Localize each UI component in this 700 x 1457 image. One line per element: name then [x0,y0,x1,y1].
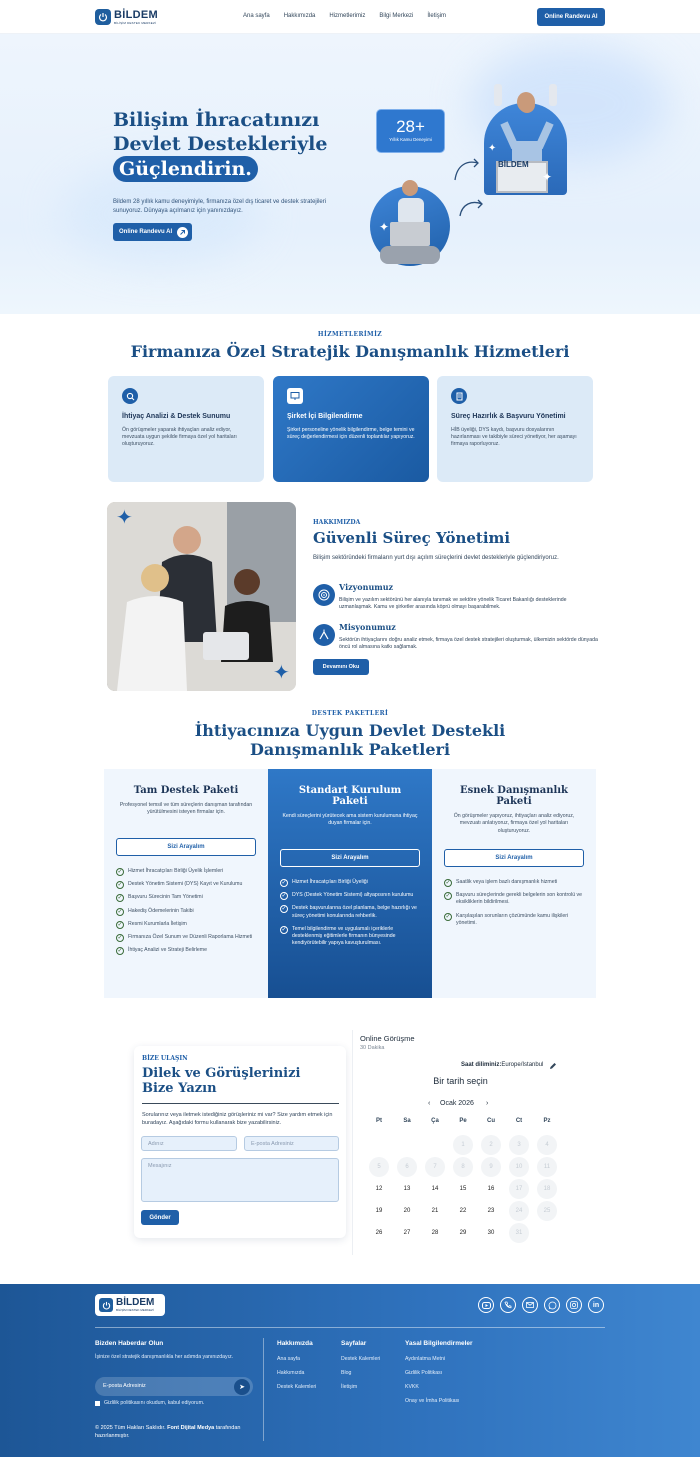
service-card-text: Ön görüşmeler yaparak ihtiyaçları analiz ediyor, mevzuata uygun şekilde firmaya özel yol haritaları oluşturuyoruz. [122,427,237,448]
feature-item: ✓ Destek Yönetim Sistemi (DYS) Kayıt ve Kurulumu [117,881,243,889]
experience-badge [376,109,445,153]
check-icon: ✓ [117,895,123,902]
weekday-label: Pz [543,1118,551,1124]
presentation-icon [287,388,303,404]
calendar-day[interactable]: 12 [375,1186,383,1192]
celebrating-man-head [517,92,535,112]
services-eyebrow: HİZMETLERİMİZ [317,331,383,338]
experience-label: Yıllık Kamu Deneyimi [389,137,432,142]
footer-col-legal: Yasal Bilgilendirmeler Aydınlatma Metni Gizlilik Politikası KVKK Onay ve İmha Politikası [405,1340,473,1404]
calendar-day: 24 [509,1201,529,1221]
weekday-label: Sa [403,1118,411,1124]
service-card-title: İhtiyaç Analizi & Destek Sunumu [122,413,231,420]
youtube-icon[interactable] [478,1297,494,1313]
calendar-day[interactable]: 19 [375,1208,383,1214]
vision-text: Bilişim ve yazılım sektörünü her alanıyla tanımak ve sektöre yönelik Ticaret Bakanlığı desteklerinde uzmanlaşmak. Kamu ve şirketler arasında köprü olmayı başarabilmek. [339,597,567,611]
footer-col-pages: Sayfalar Destek Kalemleri Blog İletişim [341,1340,381,1390]
check-icon: ✓ [117,908,123,915]
package-desc: Ön görüşmeler yapıyoruz, ihtiyaçları analiz ediyoruz, mevzuatı anlatıyoruz, firmaya özel yol haritaları oluşturuyoruz. [453,813,575,834]
experience-value: 28+ [396,117,425,136]
feature-item: ✓ Temel bilgilendirme ve uygulamalı içeriklerle desteklenmiş eğitimlerle firmanın bünyesinde kendiyörütebilir yapıya kavuşturulması. [281,925,396,947]
feature-item: ✓ Hakediş Ödemelerinin Takibi [117,907,194,915]
hero-section [0,34,700,314]
sparkle-icon: ✦ [542,170,553,184]
message-textarea[interactable]: Mesajınız [141,1158,339,1202]
booking-calendar [352,1030,567,1255]
footer-link[interactable]: KVKK [405,1384,419,1390]
calendar-day[interactable]: 15 [459,1186,467,1192]
mission-block [313,624,598,656]
check-icon: ✓ [281,906,287,913]
calendar-day: 10 [509,1157,529,1177]
calendar-day: 17 [509,1179,529,1199]
contact-title: Dilek ve Görüşlerinizi Bize Yazın [142,1066,301,1096]
curved-arrow-icon [452,155,482,185]
power-icon [95,9,111,25]
brand-tagline: BİLİŞİM DESTEK MERKEZİ [114,20,157,25]
calendar-day[interactable]: 26 [375,1230,383,1236]
feature-item: ✓ Hizmet İhracatçıları Birliği Üyeliği [281,879,368,886]
calendar-day: 1 [453,1135,473,1155]
check-icon: ✓ [281,893,287,900]
meeting-duration: 30 Dakika [360,1045,385,1051]
hero-appointment-button[interactable]: Online Randevu Al [113,223,192,241]
package-features [444,879,584,927]
footer-logo[interactable] [95,1294,165,1316]
weekday-label: Pt [376,1118,382,1124]
package-call-button[interactable]: Sizi Arayalım [280,849,420,867]
calendar-day: 8 [453,1157,473,1177]
feature-item: ✓ Saatlik veya işlem bazlı danışmanlık hizmeti [445,879,558,886]
laptop-brand: BİLDEM [498,160,529,169]
social-links [478,1297,604,1313]
footer [0,1284,700,1457]
instagram-icon[interactable] [566,1297,582,1313]
calendar-day[interactable]: 23 [487,1208,495,1214]
feature-item: ✓ Destek başvurularına özel planlama, belge hazırlığı ve süreç yönetimi konularında rehberlik. [281,905,417,919]
package-desc: Profesyonel temsil ve tüm süreçlerin danışman tarafından yürütülmesini isteyen firmalar için. [119,802,253,816]
footer-link[interactable]: İletişim [341,1384,358,1390]
package-flexible [432,769,596,998]
about-team-image [107,502,296,691]
check-icon: ✓ [281,880,287,886]
vision-block [313,584,598,616]
check-icon: ✓ [117,882,123,889]
footer-divider [95,1327,605,1328]
check-icon: ✓ [117,869,123,875]
feature-item: ✓ DYS (Destek Yönetim Sistemi) altyapısının kurulumu [281,892,414,900]
calendar-day[interactable]: 28 [431,1230,439,1236]
calendar-day[interactable]: 13 [403,1186,411,1192]
packages-title: İhtiyacınıza Uygun Devlet Destekli Danışmanlık Paketleri [194,721,506,759]
check-icon: ✓ [445,913,451,920]
service-card-analysis[interactable] [108,376,264,482]
consent-checkbox[interactable] [95,1401,100,1406]
check-icon: ✓ [117,921,123,928]
feature-item: ✓ İhtiyaç Analizi ve Strateji Belirleme [117,947,207,955]
package-standard [268,769,432,998]
name-input[interactable]: Adınız [141,1136,237,1151]
about-title: Güvenli Süreç Yönetimi [313,529,511,547]
feature-item: ✓ Karşılaşılan sorunların çözümünde kamu ilişkileri yönetimi. [445,912,569,926]
credit-link[interactable]: Font Dijital Medya [167,1425,215,1431]
calendar-day: 18 [537,1179,557,1199]
read-more-button[interactable]: Devamını Oku [313,659,369,675]
next-month-icon[interactable]: › [486,1100,489,1107]
check-icon: ✓ [117,935,123,942]
document-icon [451,388,467,404]
prev-month-icon[interactable]: ‹ [428,1100,431,1107]
nav-link-contact[interactable]: İletişim [427,13,447,19]
newsletter-text: İşinize özel stratejik danışmanlıkla her adımda yanınızdayız. [95,1354,234,1360]
nav-links [243,13,446,19]
weekday-label: Ct [515,1118,523,1124]
calendar-day: 5 [369,1157,389,1177]
arrow-icon [177,227,188,238]
package-title: Standart Kurulum Paketi [298,785,402,807]
sparkle-icon: ✦ [116,507,133,529]
mission-text: Sektörün ihtiyaçlarını doğru analiz etmek, firmaya özel destek stratejileri oluşturmak, ülkemizin sektörde dünyada öncü rol almasına katkı sağlamak. [339,637,598,651]
calendar-day[interactable]: 21 [431,1208,439,1214]
package-call-button[interactable]: Sizi Arayalım [116,838,256,856]
package-features [280,879,420,947]
calendar-day[interactable]: 29 [459,1230,467,1236]
nav-link-knowledge[interactable]: Bilgi Merkezi [379,13,414,19]
contact-divider [142,1103,339,1104]
check-icon: ✓ [117,948,123,955]
nav-link-services[interactable]: Hizmetlerimiz [329,13,366,19]
sparkle-icon: ✦ [488,143,497,154]
calendar-day: 11 [537,1157,557,1177]
footer-col-divider [263,1338,264,1441]
calendar-month: Ocak 2026 [440,1100,474,1107]
hero-text: Bildem 28 yıllık kamu deneyimiyle, firmanıza özel dış ticaret ve destek stratejileri sunuyoruz. Dünyaya açılmanız için yanınızdayız. [113,199,327,214]
calendar-day: 7 [425,1157,445,1177]
mission-icon [313,624,335,646]
meeting-title: Online Görüşme [360,1034,415,1043]
weekday-label: Pe [459,1118,467,1124]
calendar-day[interactable]: 27 [403,1230,411,1236]
footer-link[interactable]: Onay ve İmha Politikası [405,1398,460,1404]
footer-link[interactable]: Destek Kalemleri [277,1384,317,1390]
top-navbar [0,0,700,34]
raised-arm-left [494,84,502,106]
linkedin-icon[interactable]: in [588,1297,604,1313]
check-icon: ✓ [281,926,287,933]
submit-button[interactable]: Gönder [141,1210,179,1225]
calendar-heading: Bir tarih seçin [433,1076,488,1086]
contact-eyebrow: BİZE ULAŞIN [142,1055,188,1062]
about-text: Bilişim sektöründeki firmaların yurt dışı açılım süreçlerini devlet destekleriyle güçlendiriyoruz. [313,555,559,561]
hero-image-celebrating [484,103,567,195]
consent-text: Gizlilik politikasını okudum, kabul ediyorum. [104,1400,205,1406]
calendar-day[interactable]: 14 [431,1186,439,1192]
calendar-day: 31 [509,1223,529,1243]
footer-link[interactable]: Ana sayfa [277,1356,301,1362]
feature-item: ✓ Firmanıza Özel Sunum ve Düzenli Raporlama Hizmeti [117,934,253,942]
hero-title: Bilişim İhracatınızı Devlet Destekleriyle Güçlendirin. [113,109,328,180]
pencil-icon[interactable] [549,1062,557,1070]
calendar-day: 6 [397,1157,417,1177]
newsletter-email-input[interactable]: E-posta Adresiniz [95,1377,253,1396]
phone-icon[interactable] [500,1297,516,1313]
package-call-button[interactable]: Sizi Arayalım [444,849,584,867]
nav-link-home[interactable]: Ana sayfa [243,13,270,19]
services-title: Firmanıza Özel Stratejik Danışmanlık Hizmetleri [130,342,570,361]
curved-arrow-icon [456,196,486,220]
footer-link[interactable]: Hakkımızda [277,1370,305,1376]
footer-link[interactable]: Aydınlatma Metni [405,1356,445,1362]
service-card-text: HİB üyeliği, DYS kaydı, başvuru dosyalarının hazırlanması ve takibiyle süreci yönetiyor, her aşamayı firmaya raporluyoruz. [451,427,577,448]
nav-link-about[interactable]: Hakkımızda [283,13,316,19]
power-icon [99,1298,113,1312]
package-full [104,769,268,998]
mission-title: Misyonumuz [339,622,396,632]
brand-logo[interactable] [95,9,158,25]
service-card-title: Şirket İçi Bilgilendirme [287,413,363,420]
footer-link[interactable]: Destek Kalemleri [341,1356,381,1362]
package-features [116,868,256,954]
newsletter-title: Bizden Haberdar Olun [95,1340,164,1347]
package-title: Tam Destek Paketi [133,785,239,796]
calendar-day: 3 [509,1135,529,1155]
calendar-day[interactable]: 22 [459,1208,467,1214]
feature-item: ✓ Başvuru süreçlerinde gerekli belgelerin son kontrolü ve eksikliklerin bildirilmesi. [445,892,583,906]
whatsapp-icon[interactable] [544,1297,560,1313]
copyright: © 2025 Tüm Hakları Saklıdır. Font Dijital Medya tarafından hazırlanmıştır. [95,1425,241,1439]
target-icon [313,584,335,606]
footer-col-about: Hakkımızda Ana sayfa Hakkımızda Destek Kalemleri [277,1340,317,1390]
calendar-day[interactable]: 20 [403,1208,411,1214]
calendar-day: 2 [481,1135,501,1155]
weekday-label: Cu [487,1118,495,1124]
about-eyebrow: HAKKIMIZDA [313,519,361,526]
footer-brand-sub: BİLİŞİM DESTEK MERKEZİ [116,1308,154,1312]
feature-item: ✓ Hizmet İhracatçıları Birliği Üyelik İşlemleri [117,868,224,875]
consent-row[interactable] [95,1400,204,1406]
calendar-day: 25 [537,1201,557,1221]
package-title: Esnek Danışmanlık Paketi [459,785,568,807]
footer-brand: BİLDEM [116,1297,155,1308]
sparkle-icon: ✦ [273,662,290,684]
service-card-application[interactable] [437,376,593,482]
service-card-briefing[interactable] [273,376,429,482]
brand-name: BİLDEM [114,8,158,21]
packages-eyebrow: DESTEK PAKETLERİ [311,710,389,717]
service-card-title: Süreç Hazırlık & Başvuru Yönetimi [451,413,566,420]
calendar-day: 4 [537,1135,557,1155]
contact-text: Sorularınız veya iletmek istediğiniz görüşleriniz mi var? Size yardım etmek için buradayız. Aşağıdaki formu kullanarak bize yazabilirsiniz. [142,1112,333,1126]
footer-link[interactable]: Gizlilik Politikası [405,1370,443,1376]
vision-title: Vizyonumuz [339,582,394,592]
sparkle-icon: ✦ [379,220,390,234]
package-desc: Kendi süreçlerini yürütecek ama sistem kurulumuna ihtiyaç duyan firmalar için. [282,813,418,827]
footer-link[interactable]: Blog [341,1370,352,1376]
feature-item: ✓ Resmi Kurumlarla İletişim [117,920,187,928]
nav-appointment-button[interactable]: Online Randevu Al [537,8,605,26]
check-icon: ✓ [445,893,451,900]
calendar-day[interactable]: 30 [487,1230,495,1236]
hero-highlight: Güçlendirin. [113,156,258,182]
check-icon: ✓ [445,880,451,886]
search-icon [122,388,138,404]
timezone-row[interactable]: Saat diliminiz:Europe/Istanbul [461,1062,544,1068]
service-card-text: Şirket personeline yönelik bilgilendirme, belge temini ve süreç değerlendirmesi için düzenli toplantılar yapıyoruz. [287,427,415,441]
email-input[interactable]: E-posta Adresiniz [244,1136,339,1151]
calendar-day[interactable]: 16 [487,1186,495,1192]
raised-arm-right [549,84,557,106]
feature-item: ✓ Başvuru Sürecinin Tam Yönetimi [117,894,203,902]
newsletter-submit-arrow-icon[interactable]: ➤ [234,1379,250,1395]
weekday-label: Ça [431,1118,439,1124]
calendar-day: 9 [481,1157,501,1177]
mail-icon[interactable] [522,1297,538,1313]
